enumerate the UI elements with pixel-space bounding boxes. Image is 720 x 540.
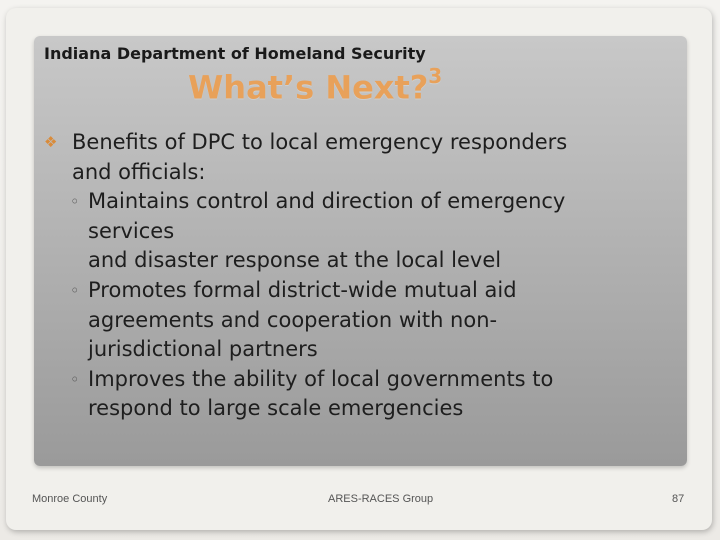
sub-bullet-list [44,187,664,424]
sub-bullet-line: jurisdictional partners [88,337,318,362]
sub-bullet-item [44,276,664,365]
footer-left-text: Monroe County [32,493,108,505]
footer-center-text: ARES-RACES Group [328,493,434,505]
slide-title-superscript: 3 [428,64,443,88]
sub-bullet-line: Maintains control and direction of emergency [88,189,566,214]
sub-bullet-line: services [88,218,175,243]
sub-bullet-line: Promotes formal district-wide mutual aid [88,277,517,302]
sub-bullet-line: Improves the ability of local governments to [88,366,554,391]
slide-title-text: What’s Next? [188,68,429,107]
sub-bullet-marker-icon: ◦ [70,369,80,389]
bullet-marker-icon: ❖ [44,133,58,151]
sub-bullet-line: and disaster response at the local level [88,248,502,273]
sub-bullet-marker-icon: ◦ [70,280,80,300]
sub-bullet-item [44,365,664,424]
slide-title [188,64,443,107]
main-bullet [44,128,664,187]
sub-bullet-line: agreements and cooperation with non- [88,307,498,332]
main-bullet-line: Benefits of DPC to local emergency responders [72,130,568,154]
main-bullet-line: and officials: [72,159,206,184]
sub-bullet-marker-icon: ◦ [70,192,80,212]
organization-title: Indiana Department of Homeland Security [44,44,426,63]
sub-bullet-line: respond to large scale emergencies [88,396,464,421]
sub-bullet-item [44,187,664,276]
page-number: 87 [672,493,685,505]
slide-body [44,128,664,424]
